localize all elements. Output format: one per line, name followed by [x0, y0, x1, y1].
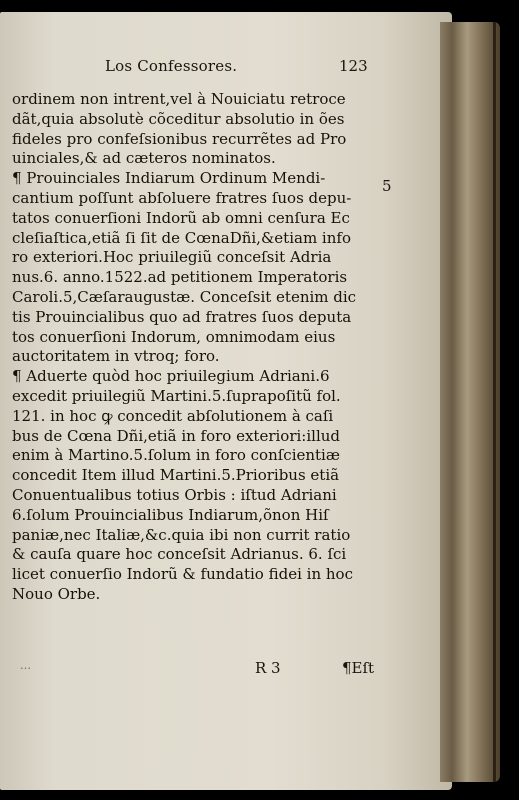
text-line: excedit priuilegiũ Martini.5.ſuprapoſitũ fol. — [12, 386, 341, 405]
text-line: licet conuerſio Indorũ & fundatio fidei in hoc — [12, 565, 353, 584]
text-line: fideles pro confeſsionibus recurrẽtes ad Pro — [12, 129, 347, 148]
text-line: & cauſa quare hoc conceſsit Adrianus. 6. ſci — [12, 545, 347, 564]
text-line: ¶ Prouinciales Indiarum Ordinum Mendi- — [12, 169, 326, 188]
text-line: auctoritatem in vtroq; foro. — [12, 347, 220, 366]
text-line: bus de Cœna Dñi,etiã in foro exteriori:illud — [12, 426, 341, 445]
running-title: Los Confessores. — [105, 57, 238, 75]
page-header — [0, 57, 440, 81]
text-line: ¶ Aduerte quòd hoc priuilegium Adriani.6 — [12, 367, 330, 386]
text-line: ordinem non intrent,vel à Nouiciatu retroce — [12, 90, 346, 108]
text-line: cleſiaſtica,etiã ſi ſit de CœnaDñi,&etiam info — [12, 228, 351, 247]
margin-line-number: 5 — [382, 177, 392, 195]
text-line: Caroli.5,Cæſaraugustæ. Conceſsit etenim dic — [12, 287, 357, 306]
text-line: nus.6. anno.1522.ad petitionem Imperatoris — [12, 268, 348, 287]
page-edge-stack — [440, 22, 500, 782]
text-line: cantium poſſunt abſoluere fratres ſuos depu- — [12, 188, 352, 207]
signature-mark: R 3 — [255, 659, 281, 677]
body-text — [12, 90, 382, 605]
page-footer — [0, 659, 440, 681]
text-line: uinciales,& ad cæteros nominatos. — [12, 149, 276, 168]
text-line: enim à Martino.5.ſolum in foro conſcientiæ — [12, 446, 340, 465]
text-line: 121. in hoc ꝙ concedit abſolutionem à caſi — [12, 406, 334, 425]
text-line: Conuentualibus totius Orbis : iſtud Adriani — [12, 485, 337, 504]
text-line: Nouo Orbe. — [12, 584, 101, 603]
text-line: ro exteriori.Hoc priuilegiũ conceſsit Adria — [12, 248, 332, 267]
text-line: tis Prouincialibus quo ad fratres ſuos deputa — [12, 307, 352, 326]
footer-mark: … — [20, 659, 31, 672]
text-line: concedit Item illud Martini.5.Prioribus etiã — [12, 466, 340, 485]
text-line: dãt,quia absolutè cõceditur absolutio in ões — [12, 109, 345, 128]
text-line: 6.ſolum Prouincialibus Indiarum,õnon Hiſ — [12, 505, 329, 524]
text-line: paniæ,nec Italiæ,&c.quia ibi non currit ratio — [12, 525, 351, 544]
catchword: ¶Eſt — [342, 659, 375, 677]
text-line: tatos conuerſioni Indorũ ab omni cenſura Ec — [12, 208, 350, 227]
text-line: tos conuerſioni Indorum, omnimodam eius — [12, 327, 336, 346]
page-number: 123 — [339, 57, 368, 75]
